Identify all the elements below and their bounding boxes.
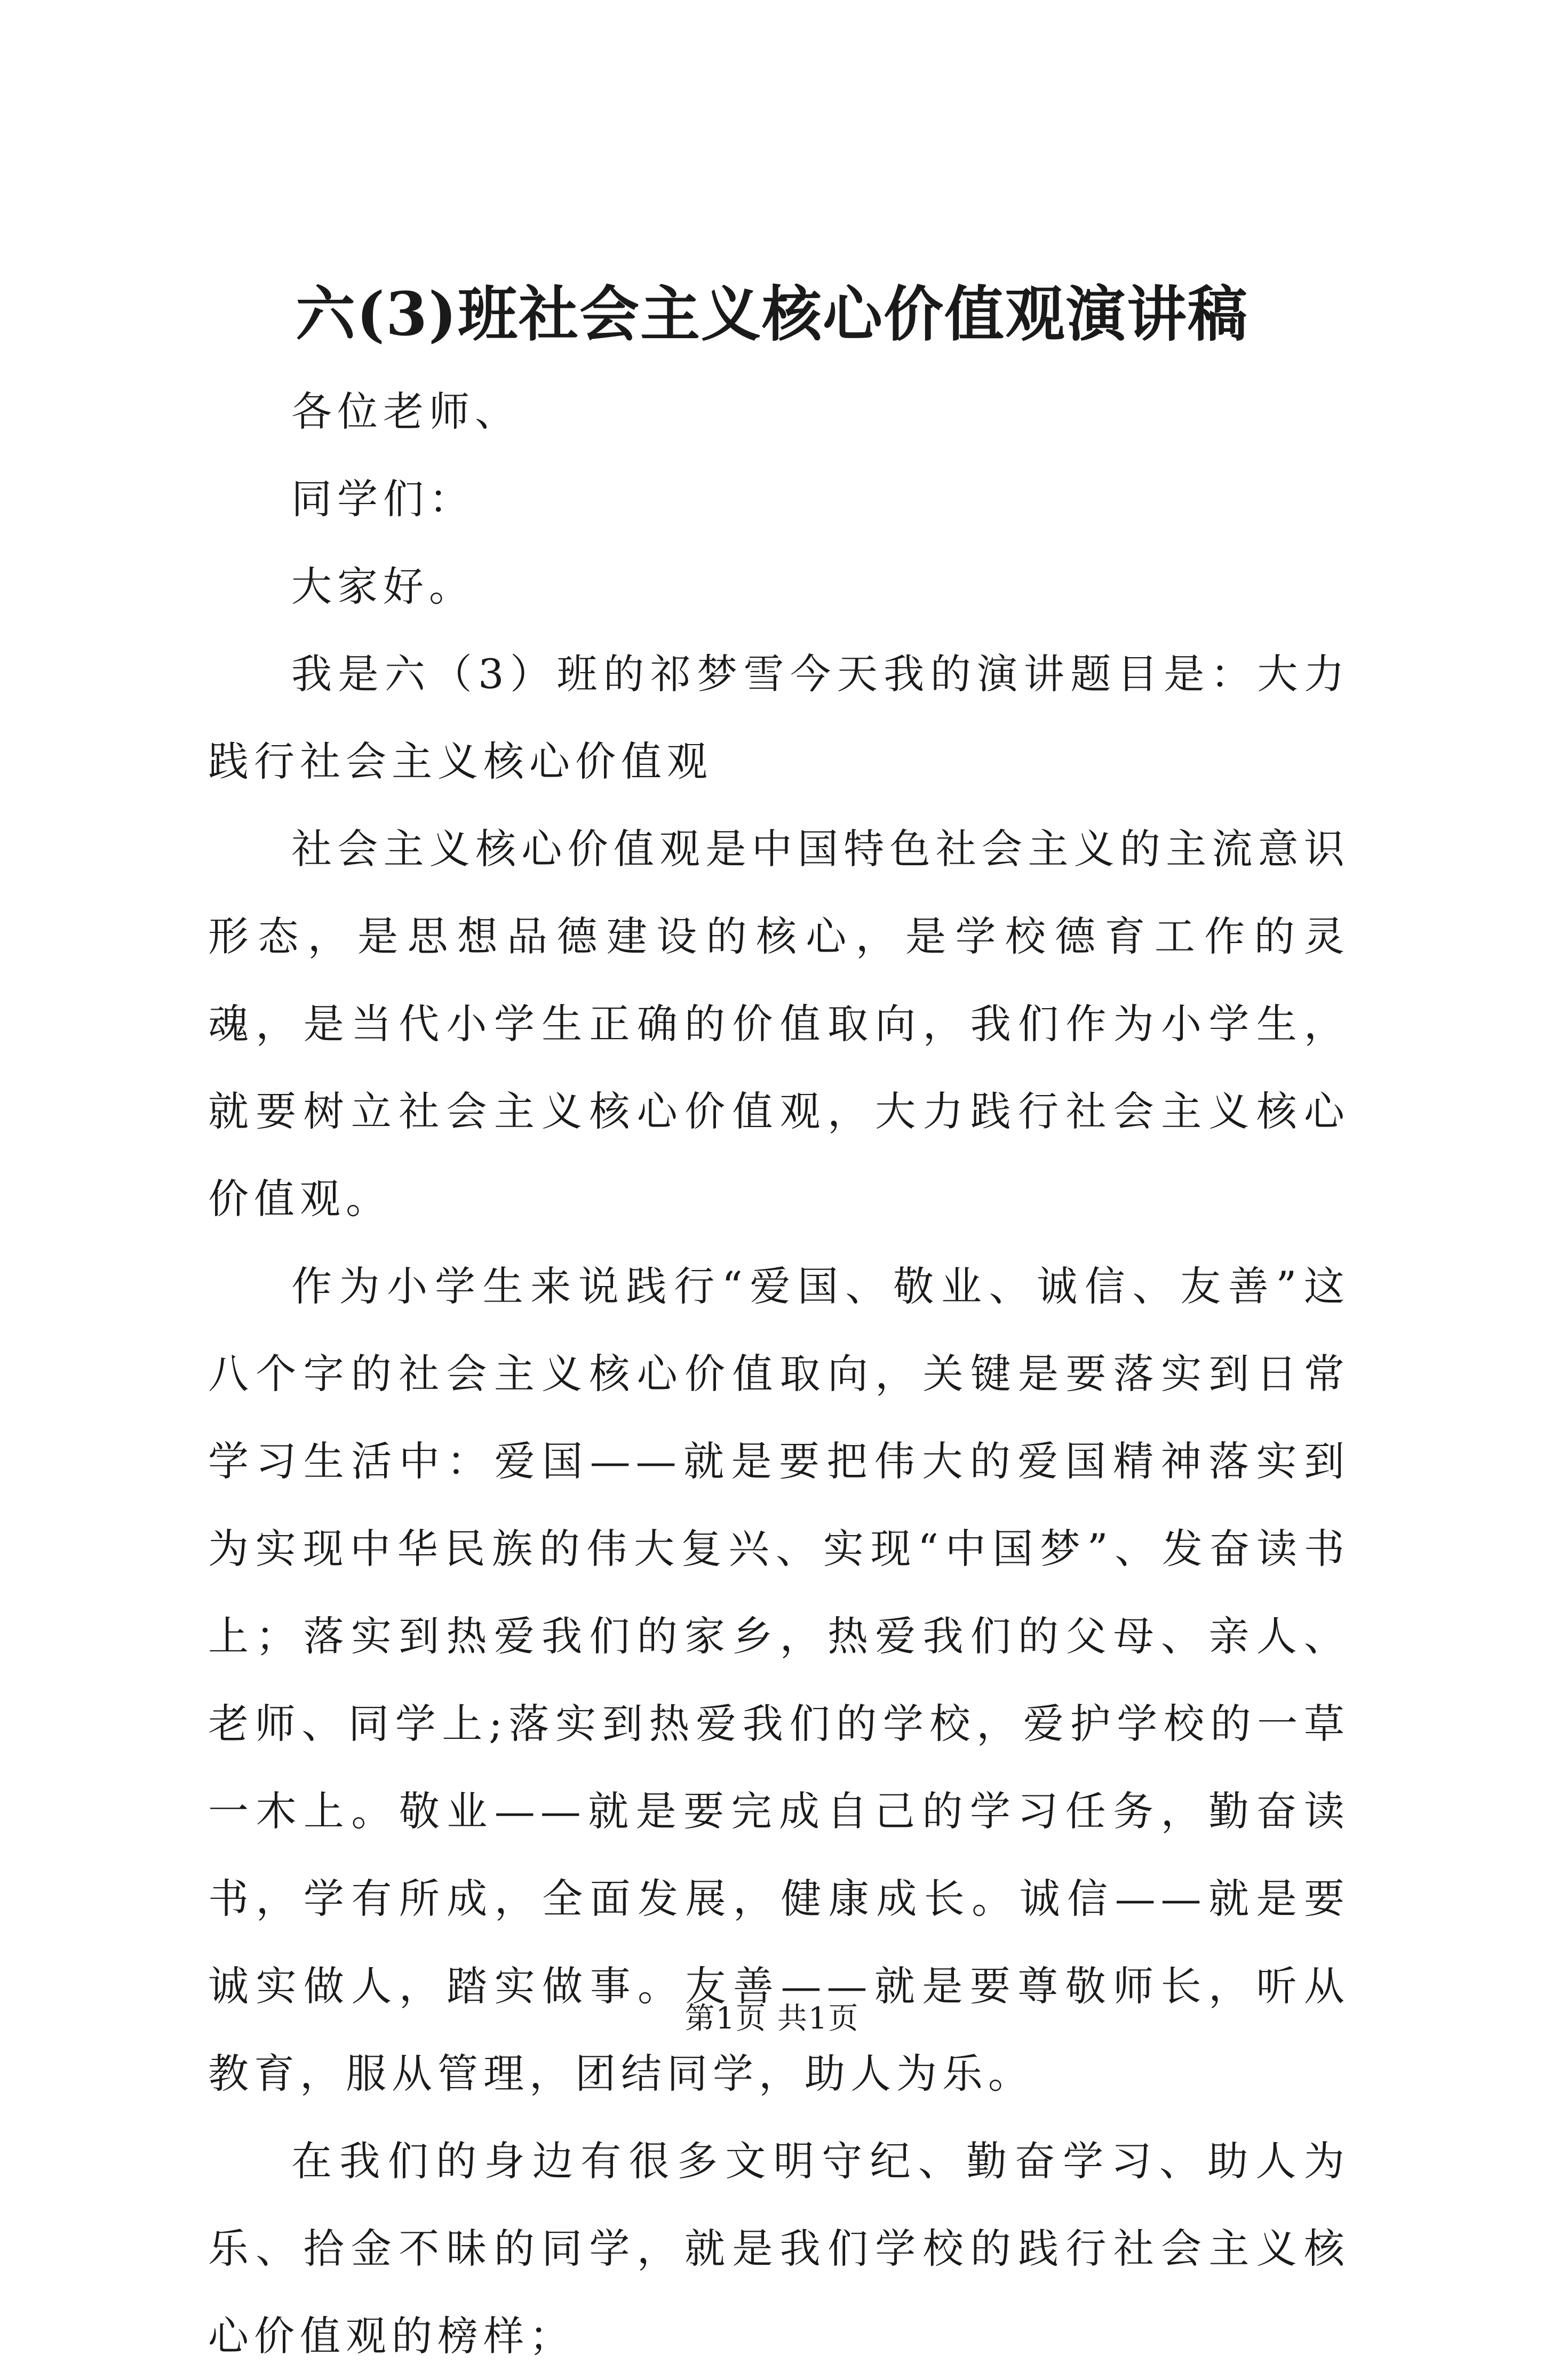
document-title: 六(3)班社会主义核心价值观演讲稿: [296, 279, 1248, 349]
page-footer: 第1页 共1页: [685, 2001, 859, 2036]
paragraph-greeting-students: 同学们：: [291, 475, 475, 523]
document-body: [208, 368, 1350, 2380]
paragraph-role-models: 在我们的身边有很多文明守纪、勤奋学习、助人为乐、拾金不昧的同学，就是我们学校的践行社会主义核心价值观的榜样；: [208, 2137, 1350, 2360]
paragraph-introduction: 我是六（3）班的祁梦雪今天我的演讲题目是：大力践行社会主义核心价值观: [208, 650, 1350, 785]
paragraph-greeting-teachers: 各位老师、: [291, 388, 521, 435]
paragraph-practice: 作为小学生来说践行“爱国、敬业、诚信、友善”这八个字的社会主义核心价值取向，关键是要落实到日常学习生活中：爱国——就是要把伟大的爱国精神落实到为实现中华民族的伟大复兴、实现“中国梦”、发奋读书上；落实到热爱我们的家乡，热爱我们的父母、亲人、老师、同学上;落实到热爱我们的学校，爱护学校的一草一木上。敬业——就是要完成自己的学习任务，勤奋读书，学有所成，全面发展，健康成长。诚信——就是要诚实做人，踏实做事。友善——就是要尊敬师长，听从教育，服从管理，团结同学，助人为乐。: [208, 1263, 1350, 2097]
paragraph-hello: 大家好。: [291, 563, 475, 610]
paragraph-core-values: 社会主义核心价值观是中国特色社会主义的主流意识形态，是思想品德建设的核心，是学校德育工作的灵魂，是当代小学生正确的价值取向，我们作为小学生，就要树立社会主义核心价值观，大力践行社会主义核心价值观。: [208, 825, 1350, 1223]
